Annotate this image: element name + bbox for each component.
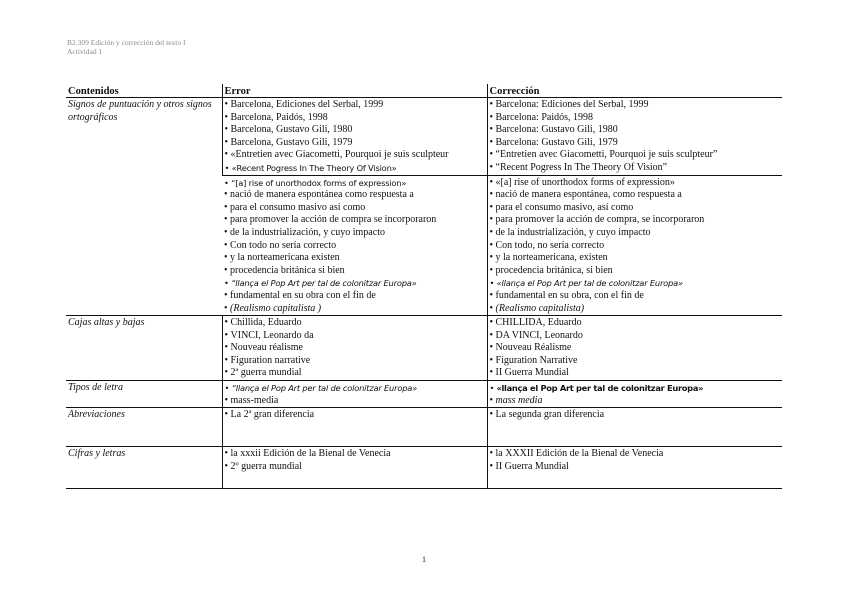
column-header-error: Error	[222, 84, 487, 98]
correction-item: • Barcelona: Gustavo Gili, 1979	[490, 137, 781, 150]
correction-item: • procedencia británica, si bien	[490, 265, 781, 278]
error-item: • Barcelona, Gustavo Gili, 1980	[225, 124, 485, 137]
table-row	[66, 408, 782, 447]
error-item: • Barcelona, Paidós, 1998	[225, 112, 485, 125]
error-cell	[222, 316, 487, 381]
correction-cell	[487, 447, 782, 489]
correction-item: • Barcelona: Gustavo Gili, 1980	[490, 124, 781, 137]
error-item: • y la norteamericana existen	[224, 252, 485, 265]
document-header	[67, 38, 186, 56]
topic-cell: Cifras y letras	[66, 447, 222, 489]
correction-item: • «[a] rise of unorthodox forms of expression»	[490, 177, 781, 190]
correction-item: • nació de manera espontánea, como respuesta a	[490, 189, 781, 202]
correction-item: • «llança el Pop Art per tal de colonitzar Europa»	[490, 382, 781, 395]
correction-item: • CHILLIDA, Eduardo	[490, 317, 781, 330]
correction-item: • fundamental en su obra, con el fin de	[490, 290, 781, 303]
error-item: • “llança el Pop Art per tal de colonitzar Europa»	[224, 277, 485, 290]
correction-item: • mass media	[490, 395, 781, 408]
correction-cell	[487, 408, 782, 447]
correction-item: • Nouveau Réalisme	[490, 342, 781, 355]
table-row	[66, 447, 782, 489]
correction-item: • Barcelona: Paidós, 1998	[490, 112, 781, 125]
course-title: B2.309 Edición y corrección del texto I	[67, 38, 186, 47]
error-item: • (Realismo capitalista )	[224, 303, 485, 316]
error-cell	[222, 98, 487, 176]
correction-item: • “Entretien avec Giacometti, Pourquoi je suis sculpteur”	[490, 149, 781, 162]
error-cell	[222, 408, 487, 447]
table-row	[66, 316, 782, 381]
topic-cell: Signos de puntuación y otros signos ortográficos	[66, 98, 222, 316]
error-item: • «Entretien avec Giacometti, Pourquoi je suis sculpteur	[225, 149, 485, 162]
error-item: • VINCI, Leonardo da	[225, 330, 485, 343]
correction-item: • para el consumo masivo, así como	[490, 202, 781, 215]
topic-cell: Abreviaciones	[66, 408, 222, 447]
correction-cell	[487, 175, 782, 316]
error-item: • para promover la acción de compra se incorporaron	[224, 214, 485, 227]
error-item: • Nouveau réalisme	[225, 342, 485, 355]
error-item: • la xxxii Edición de la Bienal de Venecia	[225, 448, 485, 461]
error-item: • Chillida, Eduardo	[225, 317, 485, 330]
correction-item: • para promover la acción de compra, se incorporaron	[490, 214, 781, 227]
topic-cell: Tipos de letra	[66, 381, 222, 408]
error-item: • mass-media	[225, 395, 485, 408]
correction-item: • de la industrialización, y cuyo impacto	[490, 227, 781, 240]
corrections-table	[66, 84, 782, 489]
column-header-contenidos: Contenidos	[66, 84, 222, 98]
error-item: • para el consumo masivo así como	[224, 202, 485, 215]
table-row	[66, 381, 782, 408]
correction-item: • la XXXII Edición de la Bienal de Venecia	[490, 448, 781, 461]
correction-item: • II Guerra Mundial	[490, 367, 781, 380]
error-item: • nació de manera espontánea como respuesta a	[224, 189, 485, 202]
topic-cell: Cajas altas y bajas	[66, 316, 222, 381]
error-item: • 2º guerra mundial	[225, 461, 485, 474]
table-row	[66, 98, 782, 176]
correction-item: • (Realismo capitalista)	[490, 303, 781, 316]
correction-cell	[487, 316, 782, 381]
correction-item: • Barcelona: Ediciones del Serbal, 1999	[490, 99, 781, 112]
error-cell	[222, 175, 487, 316]
correction-item: • «llança el Pop Art per tal de colonitzar Europa»	[490, 277, 781, 290]
activity-label: Actividad 1	[67, 47, 103, 56]
error-item: • La 2ª gran diferencia	[225, 409, 485, 422]
error-item: • “llança el Pop Art per tal de colonitzar Europa»	[225, 382, 485, 395]
error-item: • Barcelona, Gustavo Gili, 1979	[225, 137, 485, 150]
correction-cell	[487, 98, 782, 176]
correction-item: • La segunda gran diferencia	[490, 409, 781, 422]
correction-item: • “Recent Pogress In The Theory Of Vision”	[490, 162, 781, 175]
error-item: • fundamental en su obra con el fin de	[224, 290, 485, 303]
error-item: • Barcelona, Ediciones del Serbal, 1999	[225, 99, 485, 112]
correction-item: • DA VINCI, Leonardo	[490, 330, 781, 343]
correction-item: • II Guerra Mundial	[490, 461, 781, 474]
error-item: • Figuration narrative	[225, 355, 485, 368]
column-header-correccion: Corrección	[487, 84, 782, 98]
correction-item: • Figuration Narrative	[490, 355, 781, 368]
correction-item: • y la norteamericana, existen	[490, 252, 781, 265]
error-cell	[222, 381, 487, 408]
error-item: • Con todo no sería correcto	[224, 240, 485, 253]
error-cell	[222, 447, 487, 489]
error-item: • “[a] rise of unorthodox forms of expression»	[224, 177, 485, 190]
page-number: 1	[422, 555, 426, 564]
error-item: • procedencia británica si bien	[224, 265, 485, 278]
error-item: • de la industrialización, y cuyo impacto	[224, 227, 485, 240]
table-header-row	[66, 84, 782, 98]
error-item: • 2ª guerra mundial	[225, 367, 485, 380]
correction-item: • Con todo, no sería correcto	[490, 240, 781, 253]
error-item: • «Recent Pogress In The Theory Of Vision»	[225, 162, 485, 175]
correction-cell	[487, 381, 782, 408]
